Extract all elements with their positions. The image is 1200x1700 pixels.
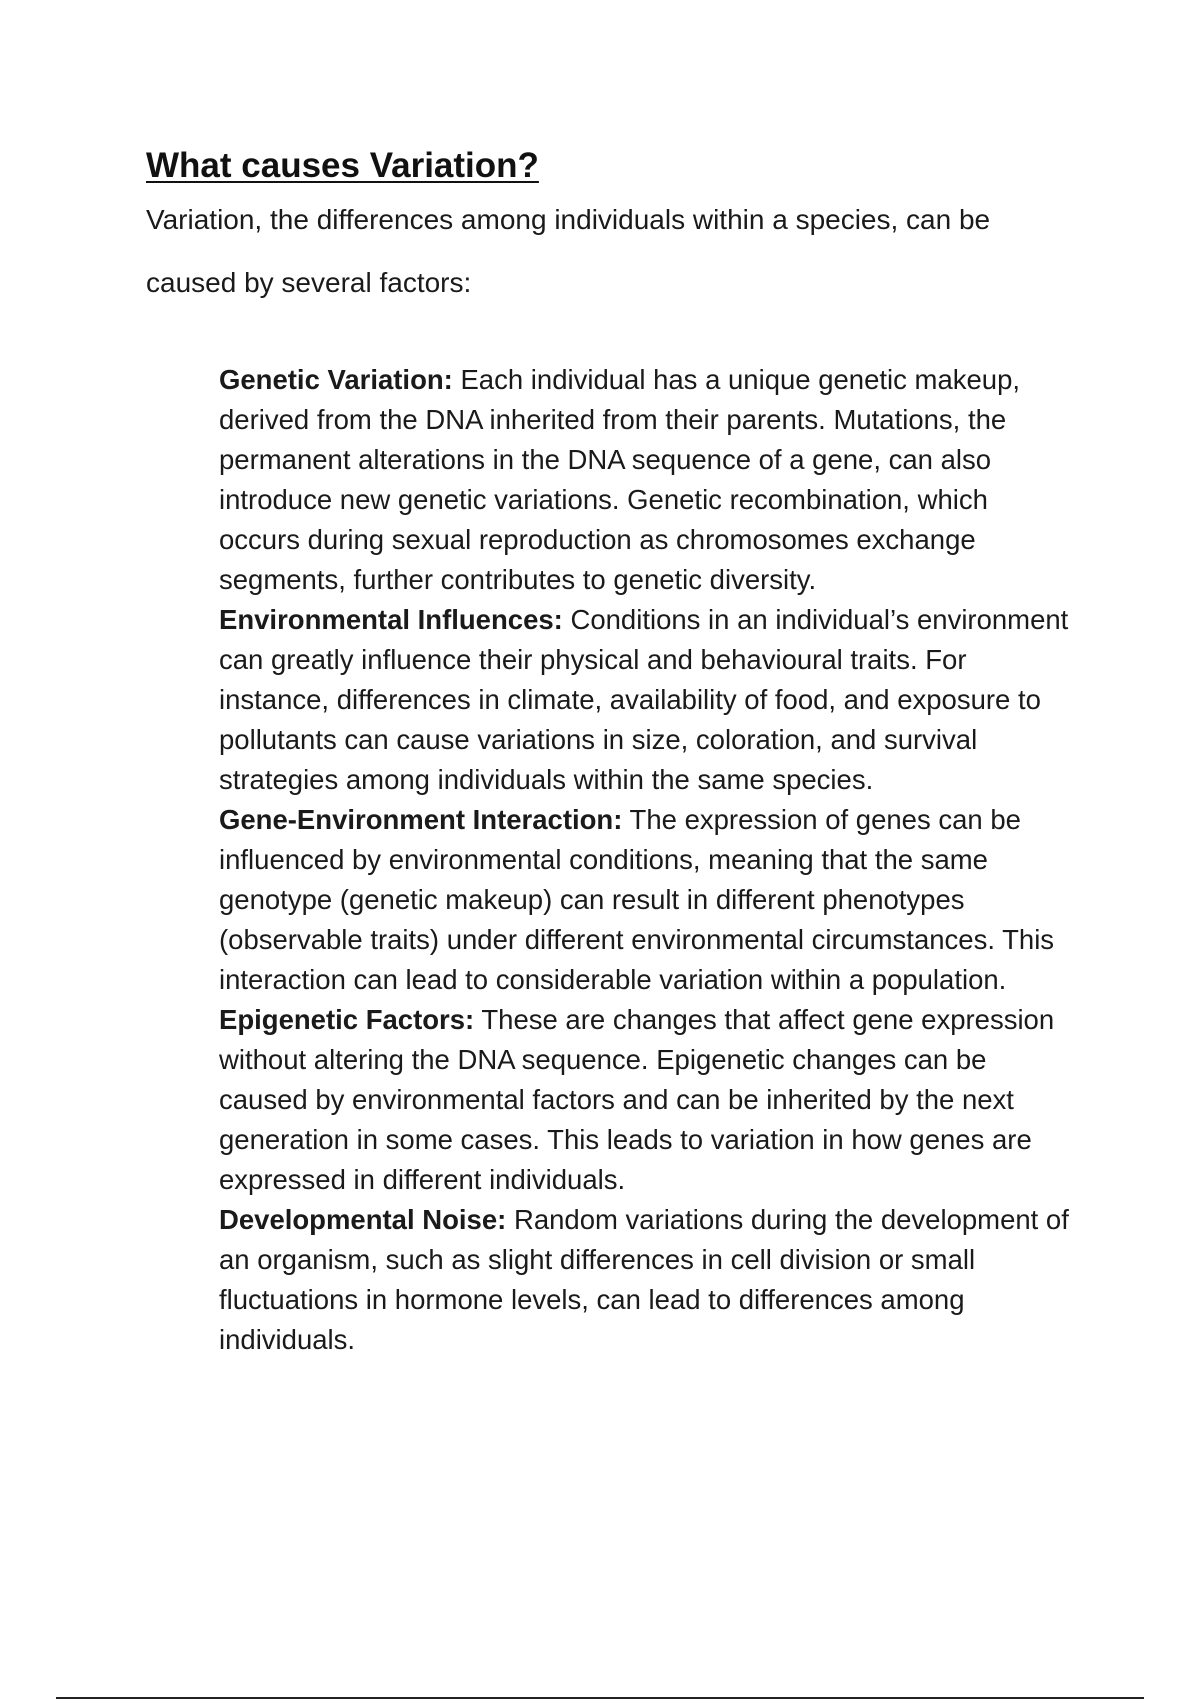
factor-description: Each individual has a unique genetic makeup, derived from the DNA inherited from their parents. Mutations, the permanent alterations in the DNA sequence of a gene, can also introduce new genetic variations. Genetic recombination, which occurs during sexual reproduction as chromosomes exchange segments, further contributes to genetic diversity. — [219, 364, 1021, 595]
factor-description: The expression of genes can be influenced by environmental conditions, meaning that the same genotype (genetic makeup) can result in different phenotypes (observable traits) under different environmental circumstances. This interaction can lead to considerable variation within a population. — [219, 804, 1055, 995]
factor-epigenetic-factors — [219, 1000, 1069, 1200]
factor-list — [219, 360, 1069, 1360]
factor-description: Random variations during the development of an organism, such as slight differences in cell division or small fluctuations in hormone levels, can lead to differences among individuals. — [219, 1204, 1069, 1355]
document-page — [146, 146, 1069, 1360]
factor-description: These are changes that affect gene expression without altering the DNA sequence. Epigenetic changes can be caused by environmental factors and can be inherited by the next generation in some cases. This leads to variation in how genes are expressed in different individuals. — [219, 1004, 1055, 1195]
factor-name: Epigenetic Factors: — [219, 1004, 475, 1035]
page-title: What causes Variation? — [146, 146, 539, 185]
factor-name: Genetic Variation: — [219, 364, 453, 395]
factor-description: Conditions in an individual’s environment can greatly influence their physical and behavioural traits. For instance, differences in climate, availability of food, and exposure to pollutants can cause variations in size, coloration, and survival strategies among individuals within the same species. — [219, 604, 1069, 795]
factor-name: Gene-Environment Interaction: — [219, 804, 623, 835]
factor-developmental-noise — [219, 1200, 1069, 1360]
factor-genetic-variation — [219, 360, 1069, 600]
factor-name: Environmental Influences: — [219, 604, 563, 635]
intro-paragraph: Variation, the differences among individuals within a species, can be caused by several factors: — [146, 204, 991, 298]
factor-gene-environment-interaction — [219, 800, 1069, 1000]
footer-divider — [56, 1697, 1144, 1699]
factor-name: Developmental Noise: — [219, 1204, 507, 1235]
factor-environmental-influences — [219, 600, 1069, 800]
